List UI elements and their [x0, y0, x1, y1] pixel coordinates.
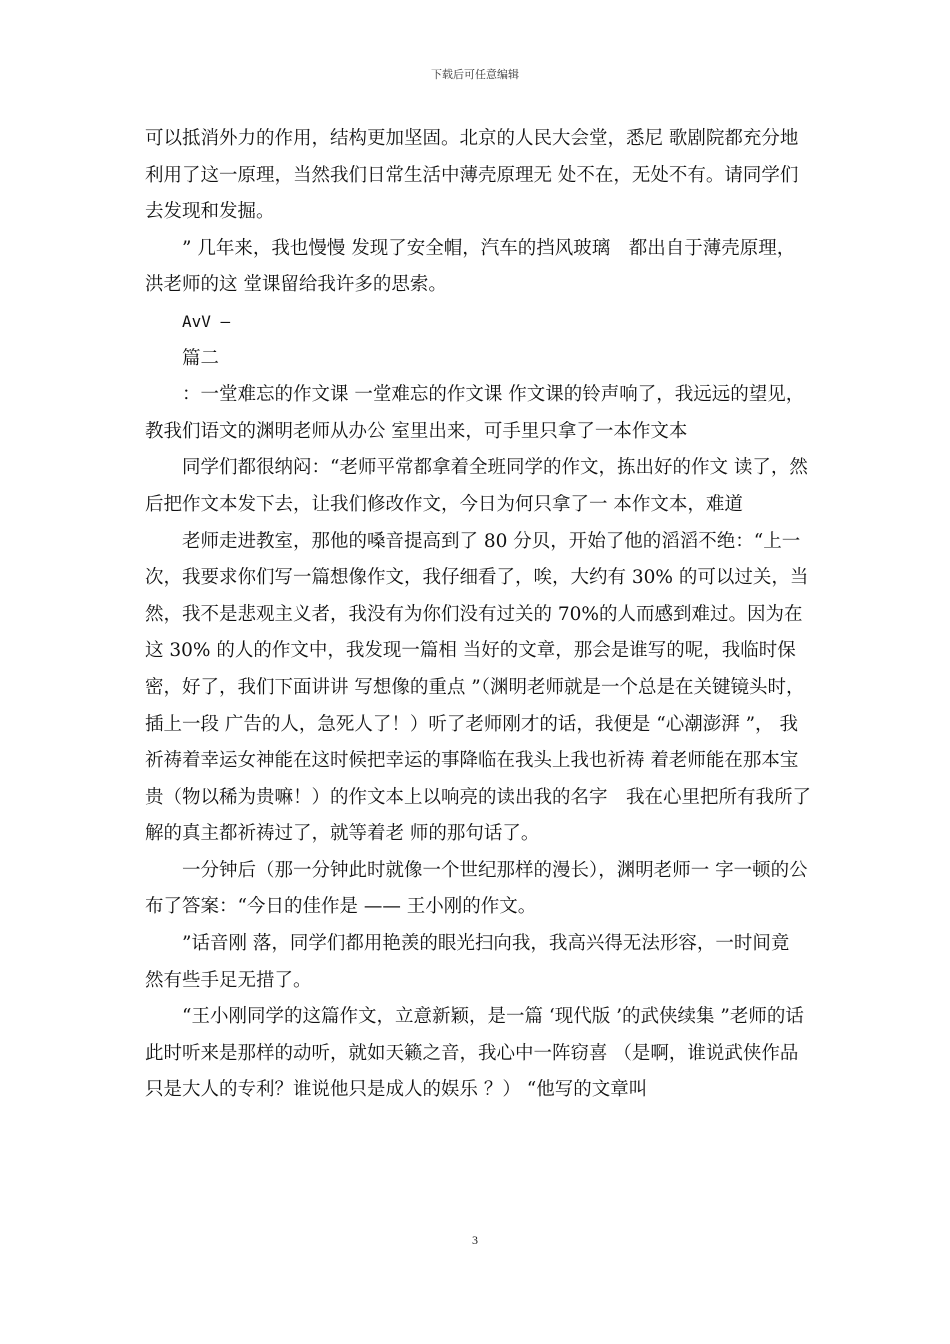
paragraph-3: AvV — [182, 311, 231, 331]
paragraph-7: 老师走进教室，那他的嗓音提高到了 80 分贝，开始了他的滔滔不绝：“上一次，我要求你们写一篇想像作文，我仔细看了，唉，大约有 30% 的可以过关，当然，我不是悲观主义者，我没有为你们没有过关的 70%的人而感到难过。因为在这 30% 的人的作文中，我发现一篇相 当好的文章，那会是谁写的呢，我临时保密，好了，我们下面讲讲 写想像的重点 ”（渊明老师就是一个总是在关键镜头时，插上一段 广告的人，急死人了！）听了老师刚才的话，我便是 “心潮澎湃 ”， 我祈祷着幸运女神能在这时候把幸运的事降临在我头上我也祈祷 着老师能在那本宝贵（物以稀为贵嘛！）的作文本上以响亮的读出我的名字 我在心里把所有我所了解的真主都祈祷过了，就等着老 师的那句话了。 [145, 530, 812, 845]
section-heading: 篇二 [182, 347, 220, 369]
paragraph-2: ” 几年来，我也慢慢 发现了安全帽，汽车的挡风玻璃 都出自于薄壳原理，洪老师的这 堂课留给我许多的思索。 [145, 237, 796, 296]
paragraph-1: 可以抵消外力的作用，结构更加坚固。北京的人民大会堂，悉尼 歌剧院都充分地利用了这一原理，当然我们日常生活中薄壳原理无 处不在，无处不有。请同学们去发现和发掘。 [145, 128, 799, 223]
paragraph-6: 同学们都很纳闷：“老师平常都拿着全班同学的作文，拣出好的作文 读了，然后把作文本发下去，让我们修改作文，今日为何只拿了一 本作文本，难道 [145, 457, 808, 515]
page-number: 3 [472, 1233, 478, 1247]
paragraph-10: “王小刚同学的这篇作文，立意新颖，是一篇 ‘现代版 ’的武侠续集 ”老师的话此时听来是那样的动听，就如天籁之音，我心中一阵窃喜 （是啊，谁说武侠作品只是大人的专利？谁说他只是成人的娱乐 ？） “他写的文章叫 [145, 1006, 804, 1101]
paragraph-5: ：一堂难忘的作文课 一堂难忘的作文课 作文课的铃声响了，我远远的望见，教我们语文的渊明老师从办公 室里出来，可手里只拿了一本作文本 [145, 384, 805, 442]
paragraph-9: ”话音刚 落，同学们都用艳羡的眼光扫向我，我高兴得无法形容，一时间竟 然有些手足无措了。 [145, 933, 790, 991]
page-header: 下载后可任意编辑 [431, 68, 519, 81]
document-body [145, 121, 811, 1109]
paragraph-8: 一分钟后（那一分钟此时就像一个世纪那样的漫长），渊明老师一 字一顿的公布了答案：“今日的佳作是 —— 王小刚的作文。 [145, 859, 808, 918]
